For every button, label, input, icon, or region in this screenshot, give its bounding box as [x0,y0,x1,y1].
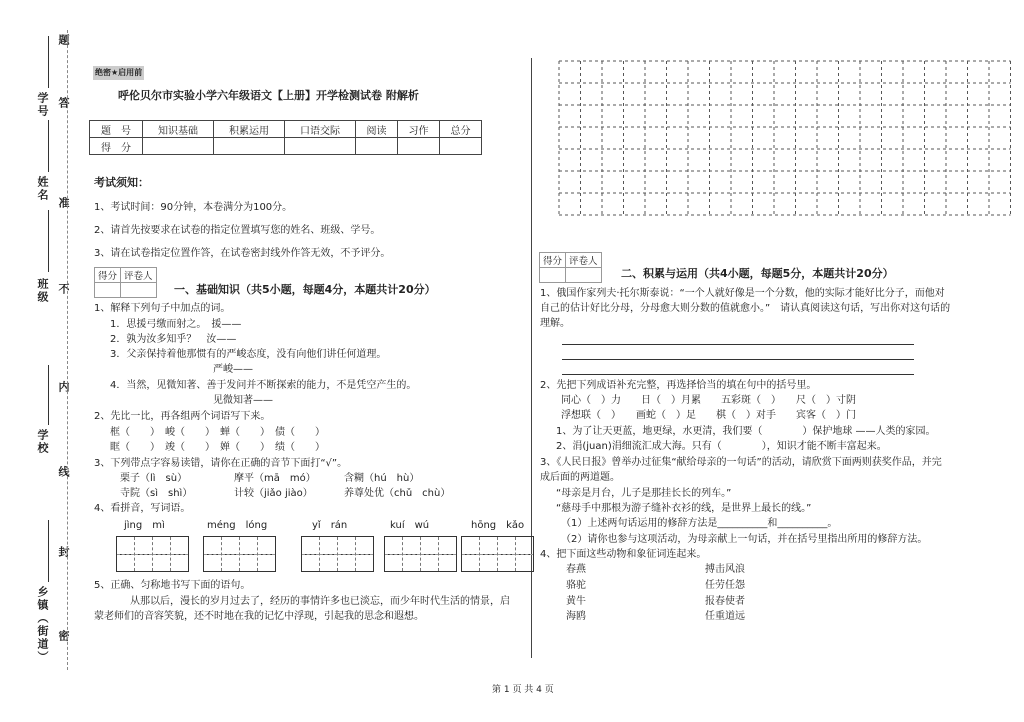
score-cell[interactable] [143,138,214,155]
section1-scorebox [94,267,157,298]
s1-line: 计较（jiǎo jiào） [234,488,313,499]
margin-label-mi: 密 [57,630,70,643]
section1-heading: 一、基础知识（共5小题，每题4分，本题共计20分） [174,283,436,296]
margin-label-zhun: 准 [57,197,70,210]
composition-grid[interactable] [558,60,1024,216]
s2-line: 成后面的两道题。 [540,472,620,483]
margin-label-nei: 内 [57,381,70,394]
s2-line: 3、《人民日报》曾举办过征集“献给母亲的一句话”的活动，请欣赏下面两则获奖作品，并完 [540,457,942,468]
s1-line: 严峻—— [213,364,253,375]
symbol-item: 报春使者 [705,596,745,607]
s1-line: 4、看拼音，写词语。 [94,503,191,514]
margin-label-bu: 不 [57,283,70,296]
score-cell[interactable] [213,138,284,155]
s2-line: “母亲是月台，儿子是那挂长长的列车。” [556,488,732,499]
score-table [89,120,482,155]
scorebox-cell[interactable] [121,283,157,298]
score-cell[interactable] [284,138,355,155]
symbol-item: 任劳任怨 [705,580,745,591]
tian-grid[interactable] [116,536,189,572]
score-header: 题 号 [90,121,143,138]
pinyin-label: jìng mì [124,520,165,531]
symbol-item: 搏击风浪 [705,564,745,575]
secret-label: 绝密★启用前 [93,66,144,80]
section2-heading: 二、积累与运用（共4小题，每题5分，本题共计20分） [621,267,894,280]
s2-line: 1、俄国作家列夫·托尔斯泰说：“一个人就好像是一个分数，他的实际才能好比分子，而他对 [540,288,945,299]
notice-item: 1、考试时间：90分钟，本卷满分为100分。 [94,202,293,213]
s2-line: 2、涓(juan)涓细流汇成大海。只有（ ），知识才能不断丰富起来。 [556,441,887,452]
score-row-label: 得 分 [90,138,143,155]
s2-line: 2、先把下列成语补充完整，再选择恰当的填在句中的括号里。 [540,380,817,391]
animal-item: 春燕 [566,564,586,575]
s1-line: 栗子（lì sù） [120,473,188,484]
scorebox-label: 得分 [95,268,121,283]
s1-line: 框（ ） 峻（ ） 蝉（ ） 债（ ） [110,427,325,438]
s1-line: 3、下列带点字容易读错，请你在正确的音节下面打“√”。 [94,458,348,469]
s1-line: 见微知著—— [213,395,273,406]
scorebox-cell[interactable] [95,283,121,298]
s1-line: 1、解释下列句子中加点的词。 [94,303,231,314]
s1-line: 眶（ ） 竣（ ） 婵（ ） 绩（ ） [110,442,325,453]
margin-label-ti: 题 [57,34,70,47]
symbol-item: 任重道远 [705,611,745,622]
tian-grid[interactable] [301,536,374,572]
score-header: 阅读 [355,121,397,138]
s2-line: （2）请你也参与这项活动，为母亲献上一句话，并在括号里指出所用的修辞方法。 [561,534,928,545]
seal-line [67,30,68,670]
s1-line: 5、正确、匀称地书写下面的语句。 [94,580,251,591]
s1-line: 2、先比一比，再各组两个词语写下来。 [94,411,271,422]
animal-item: 海鸥 [566,611,586,622]
tian-grid[interactable] [203,536,276,572]
blank-student-id[interactable] [48,36,49,88]
s1-line: 养尊处优（chǔ chù） [344,488,451,499]
field-school: 学校 [36,429,49,455]
s1-line: 2．孰为汝多知乎？ 汝—— [110,334,237,345]
page-footer: 第 1 页 共 4 页 [492,685,554,695]
notice-item: 3、请在试卷指定位置作答，在试卷密封线外作答无效，不予评分。 [94,248,391,259]
s2-line: 1、为了让天更蓝，地更绿，水更清，我们要（ ）保护地球 ——人类的家园。 [556,426,936,437]
answer-line[interactable] [562,359,914,360]
field-class: 班级 [36,278,49,304]
section2-scorebox [539,252,602,283]
animal-item: 黄牛 [566,596,586,607]
s1-line: 含糊（hú hù） [344,473,420,484]
blank-school[interactable] [48,365,49,425]
s1-line: 从那以后，漫长的岁月过去了，经历的事情许多也已淡忘，而少年时代生活的情景，启 [130,596,510,607]
scorebox-label: 评卷人 [121,268,157,283]
s1-line: 蒙老师们的音容笑貌，还不时地在我的记忆中浮现，引起我的思念和遐想。 [94,611,424,622]
s1-line: 1．思援弓缴而射之。 援—— [110,319,242,330]
s2-line: 浮想联（ ） 画蛇（ ）足 棋（ ）对手 宾客（ ）门 [561,410,856,421]
blank-township[interactable] [48,520,49,582]
field-name: 姓名 [36,176,49,202]
s2-line: 同心（ ）力 日（ ）月累 五彩斑（ ） 尺（ ）寸阴 [561,395,856,406]
score-header: 积累运用 [213,121,284,138]
s1-line: 3．父亲保持着他那惯有的严峻态度，没有向他们讲任何道理。 [110,349,387,360]
s1-line: 摩平（mā mó） [234,473,316,484]
margin-label-xian: 线 [57,466,70,479]
score-cell[interactable] [439,138,481,155]
notice-heading: 考试须知： [94,176,149,189]
s2-line: 理解。 [540,318,570,329]
tian-grid[interactable] [461,536,534,572]
pinyin-label: méng lóng [207,520,268,531]
score-cell[interactable] [355,138,397,155]
pinyin-label: kuí wú [390,520,430,531]
scorebox-cell[interactable] [540,268,566,283]
notice-item: 2、请首先按要求在试卷的指定位置填写您的姓名、班级、学号。 [94,225,381,236]
answer-line[interactable] [562,344,914,345]
answer-line[interactable] [562,374,914,375]
blank-class[interactable] [48,210,49,272]
score-header: 知识基础 [143,121,214,138]
scorebox-label: 评卷人 [566,253,602,268]
field-township: 乡镇（街道） [36,586,49,664]
s2-line: 自己的估计好比分母，分母愈大则分数的值就愈小。” 请认真阅读这句话，写出你对这句话的 [540,303,951,314]
s2-line: “慈母手中那根为游子缝补衣衫的线，是世界上最长的线。” [556,503,812,514]
field-student-id: 学号 [36,92,49,118]
score-header: 习作 [397,121,439,138]
score-header: 总分 [439,121,481,138]
s1-line: 4．当然，见微知著、善于发问并不断探索的能力，不是凭空产生的。 [110,380,417,391]
scorebox-label: 得分 [540,253,566,268]
s2-line: （1）上述两句话运用的修辞方法是__________和__________。 [561,518,838,529]
scorebox-cell[interactable] [566,268,602,283]
page-title: 呼伦贝尔市实验小学六年级语文【上册】开学检测试卷 附解析 [118,89,419,102]
animal-item: 骆驼 [566,580,586,591]
pinyin-label: hōng kǎo [471,520,525,531]
score-header: 口语交际 [284,121,355,138]
margin-label-feng: 封 [57,546,70,559]
pinyin-label: yǐ rán [312,520,348,531]
tian-grid[interactable] [384,536,457,572]
s2-line: 4、把下面这些动物和象征词连起来。 [540,549,707,560]
blank-name[interactable] [48,120,49,172]
score-cell[interactable] [397,138,439,155]
margin-label-da: 答 [57,97,70,110]
s1-line: 寺院（sì shì） [120,488,193,499]
